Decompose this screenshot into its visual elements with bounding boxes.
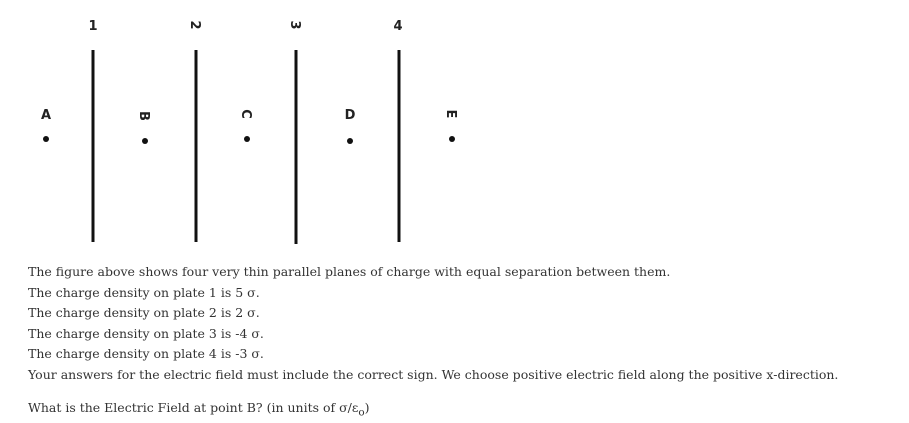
- question-close: ): [364, 399, 370, 415]
- point-label-e: E: [443, 109, 458, 119]
- point-label-a: A: [40, 108, 52, 123]
- point-d-dot: [347, 138, 353, 144]
- description-line: The charge density on plate 2 is 2 σ.: [28, 305, 260, 321]
- point-label-b: B: [136, 111, 151, 121]
- description-line: Your answers for the electric field must include the correct sign. We choose positive electric field along the positive x-direction.: [28, 366, 839, 382]
- point-e-dot: [449, 136, 455, 142]
- point-a-dot: [43, 136, 49, 142]
- plate-label-1: 1: [88, 19, 98, 34]
- problem-text: [28, 262, 898, 423]
- description-line: The charge density on plate 4 is -3 σ.: [28, 346, 264, 362]
- question-subscript: o: [358, 406, 365, 419]
- plate-label-4: 4: [393, 19, 403, 34]
- point-label-c: C: [238, 109, 253, 119]
- question: [28, 398, 898, 423]
- description-line: The figure above shows four very thin parallel planes of charge with equal separation between them.: [28, 264, 671, 279]
- point-b-dot: [142, 138, 148, 144]
- description-line: The charge density on plate 1 is 5 σ.: [28, 284, 260, 300]
- point-label-d: D: [344, 108, 356, 123]
- description-line: The charge density on plate 3 is -4 σ.: [28, 325, 264, 341]
- plate-label-2: 2: [187, 20, 202, 30]
- plate-label-3: 3: [287, 20, 302, 30]
- point-c-dot: [244, 136, 250, 142]
- question-text: What is the Electric Field at point B? (in units of σ/ε: [28, 399, 359, 415]
